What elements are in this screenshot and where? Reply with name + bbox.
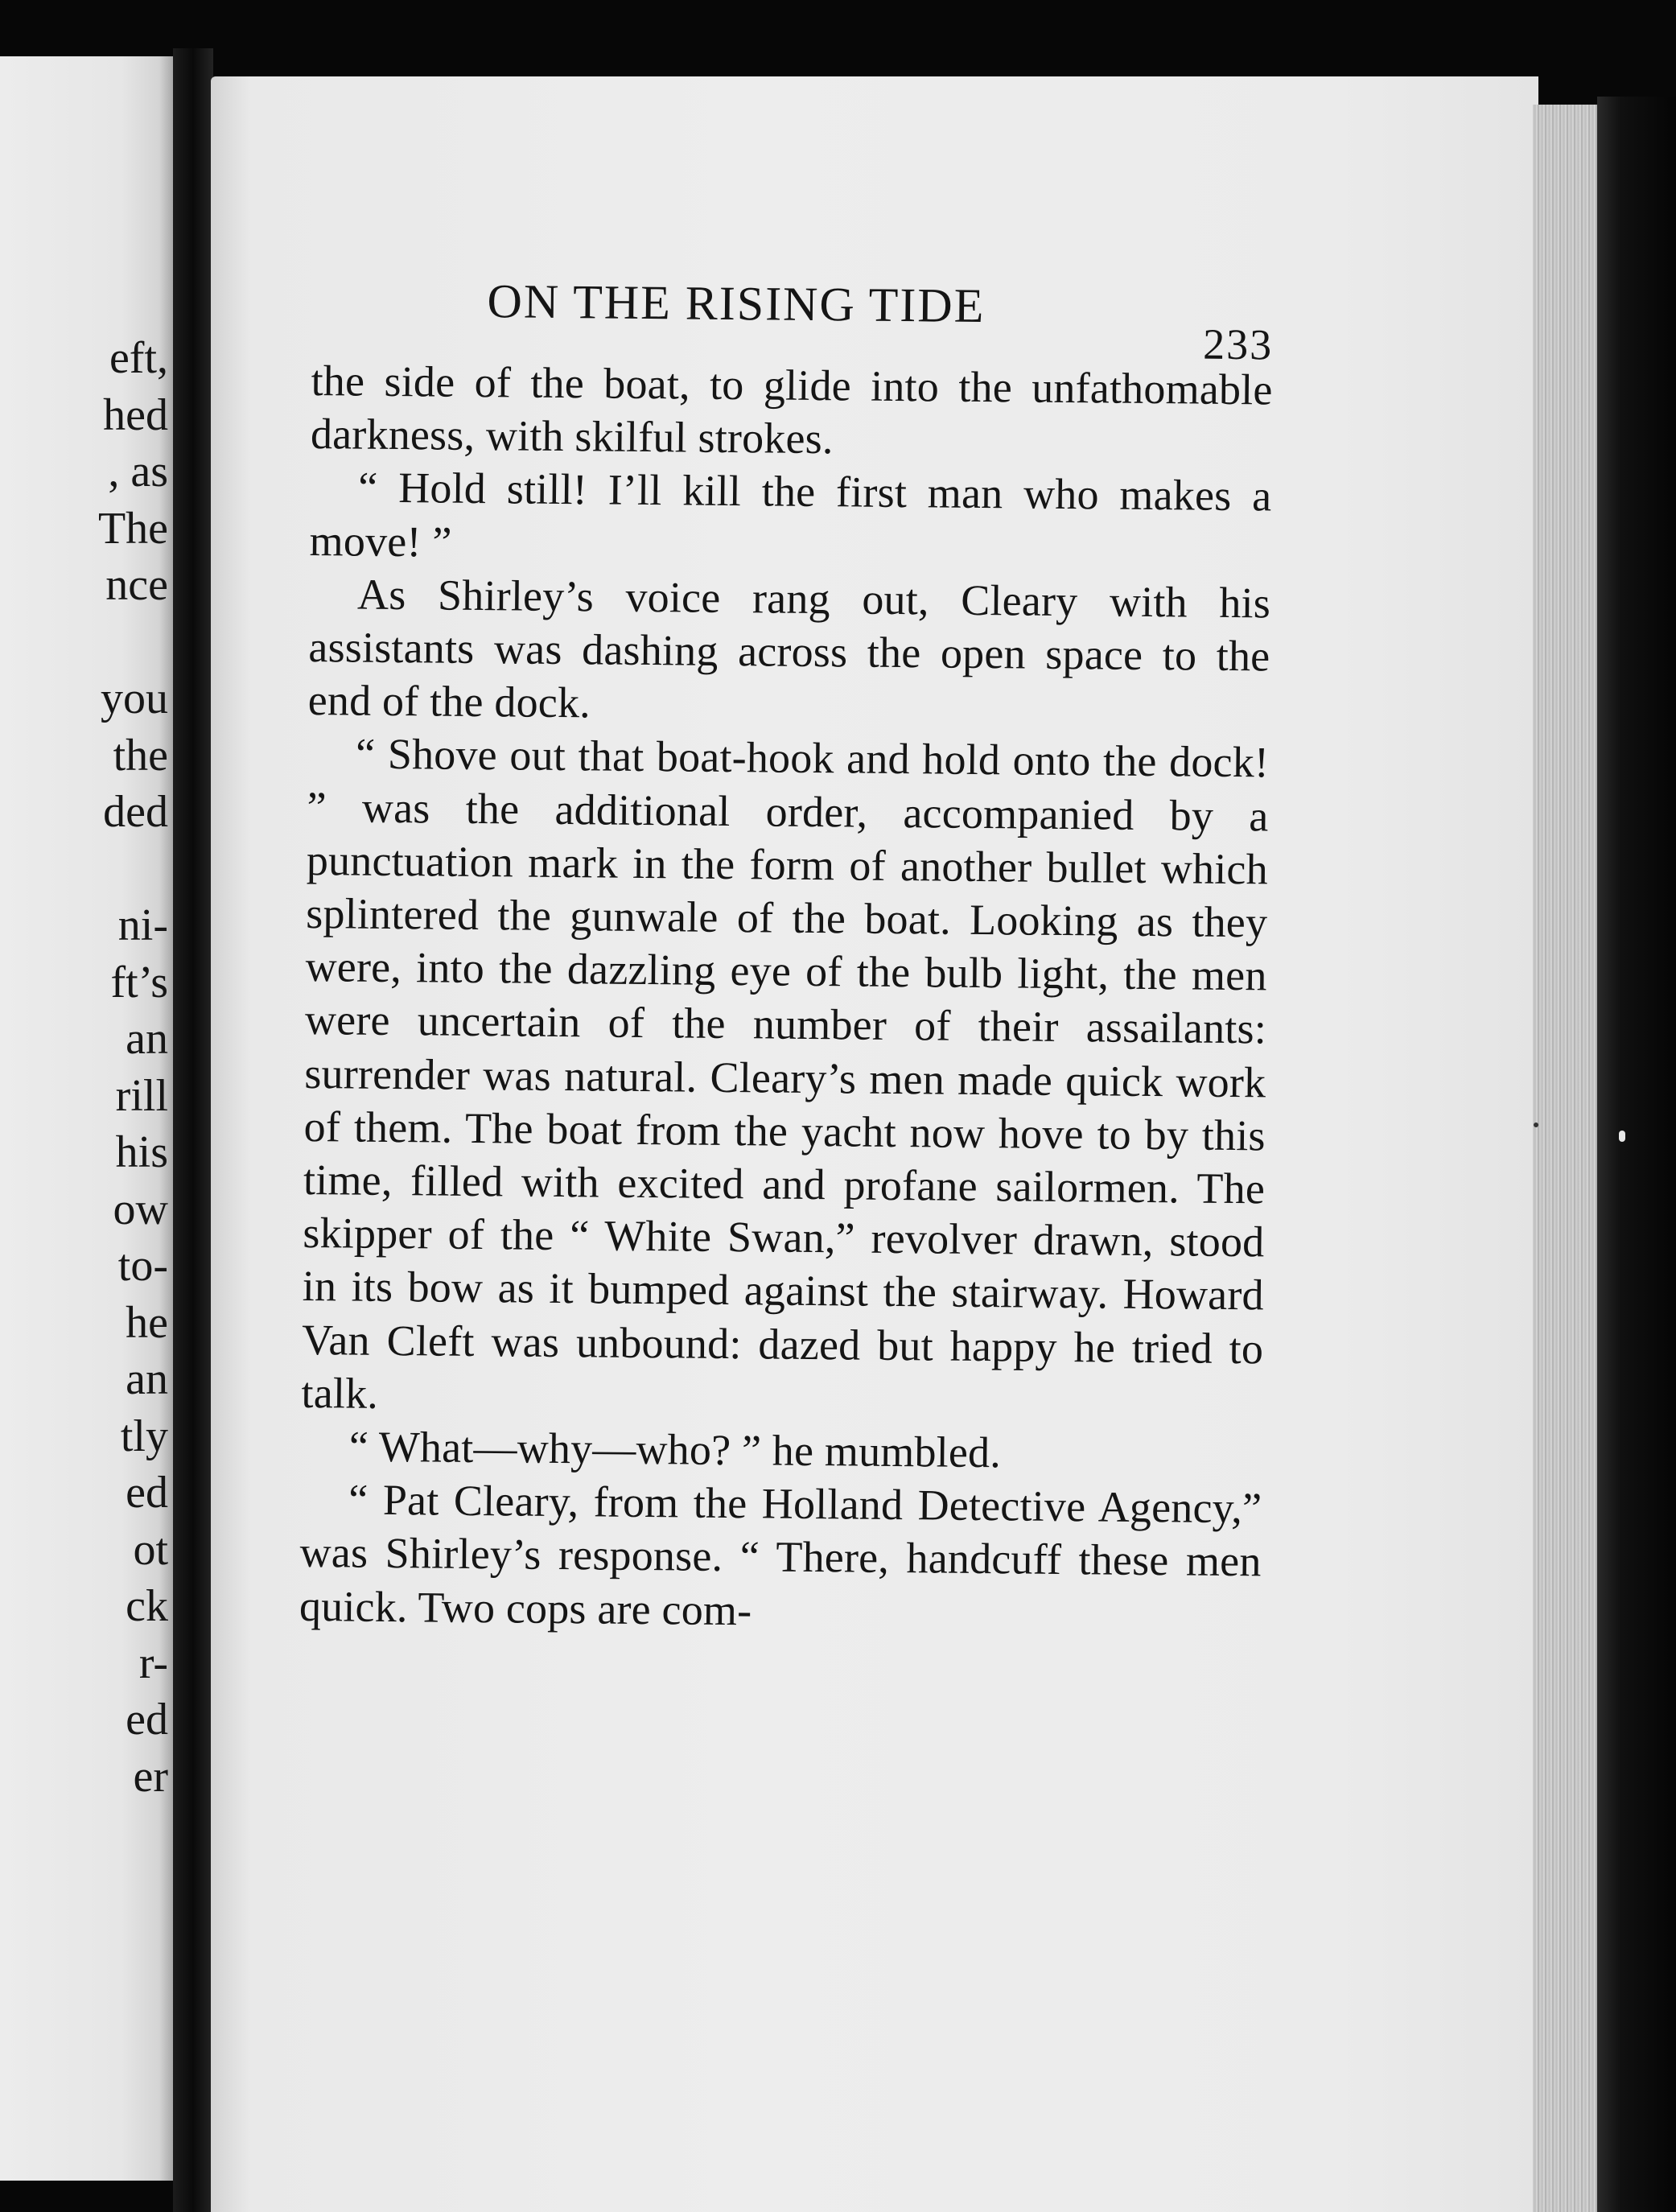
left-facing-page — [0, 56, 173, 2181]
paragraph-5: “ What—why—who? ” he mumbled. — [348, 1422, 1002, 1477]
left-page-fragment: ot — [133, 1524, 168, 1575]
left-page-fragment: er — [133, 1751, 168, 1802]
left-page-fragment: ni- — [117, 900, 168, 950]
page-edges — [1533, 105, 1597, 2212]
left-page-fragment: to- — [117, 1241, 168, 1291]
left-page-fragment: ed — [126, 1695, 168, 1744]
running-head-title: ON THE RISING TIDE — [487, 274, 986, 333]
paragraph-3: As Shirley’s voice rang out, Cleary with his assistants was dashing across the open space to the end of the dock. — [307, 570, 1271, 727]
left-page-fragment: The — [97, 503, 168, 554]
left-page-fragment: eft, — [109, 333, 168, 383]
left-page-fragment — [0, 614, 168, 671]
left-page-fragment: an — [126, 1014, 168, 1064]
left-page-fragment: ed — [126, 1468, 168, 1518]
page-text-block — [299, 266, 1274, 1641]
edge-mark — [1619, 1131, 1625, 1142]
left-page-fragment: tly — [120, 1411, 168, 1461]
left-page-fragment: an — [126, 1354, 168, 1404]
paragraph-4: “ Shove out that boat-hook and hold onto the dock! ” was the additional order, accompanied by a punctuation mark in the form of another bullet which splintered the gunwale of the boat. Looking as they were, into the dazzling eye of the bulb light, the men were uncertain of the number of their assailants: surrender was natural. Cleary’s men made quick work of them. The boat from the yacht now hove to by this time, filled with excited and profane sailormen. The skipper of the “ White Swan,” revolver drawn, stood in its bow as it bumped against the stairway. Howard Van Cleft was unbound: dazed but happy he tried to talk. — [301, 729, 1270, 1418]
left-page-fragment: , as — [108, 447, 168, 496]
left-page-fragment: the — [113, 730, 168, 781]
left-page-fragment: hed — [103, 389, 168, 440]
page-body — [299, 354, 1273, 1641]
left-page-fragment: ck — [126, 1581, 168, 1631]
left-page-fragment: he — [126, 1297, 168, 1348]
left-page-text-fragments — [0, 330, 168, 1805]
left-page-fragment: ft’s — [110, 957, 168, 1007]
paragraph-6: “ Pat Cleary, from the Holland Detective Agency,” was Shirley’s response. “ There, handcuff these men quick. Two cops are com- — [299, 1475, 1262, 1634]
running-head — [311, 266, 1274, 369]
left-page-fragment: you — [101, 673, 168, 723]
left-page-fragment: nce — [105, 560, 168, 610]
left-page-fragment: rill — [115, 1070, 168, 1121]
paragraph-2: “ Hold still! I’ll kill the first man who makes a move! ” — [309, 463, 1272, 566]
cover-edge — [1597, 97, 1676, 2212]
left-page-fragment: r- — [138, 1637, 168, 1688]
edge-speck — [1534, 1122, 1538, 1127]
paragraph-1: the side of the boat, to glide into the unfathomable darkness, with skilful strokes. — [310, 356, 1273, 463]
left-page-fragment: ow — [113, 1184, 168, 1234]
book-gutter — [173, 48, 213, 2212]
left-page-fragment — [0, 841, 168, 898]
page-number: 233 — [1202, 319, 1274, 369]
left-page-fragment: his — [115, 1127, 168, 1177]
left-page-fragment: ded — [103, 787, 168, 837]
